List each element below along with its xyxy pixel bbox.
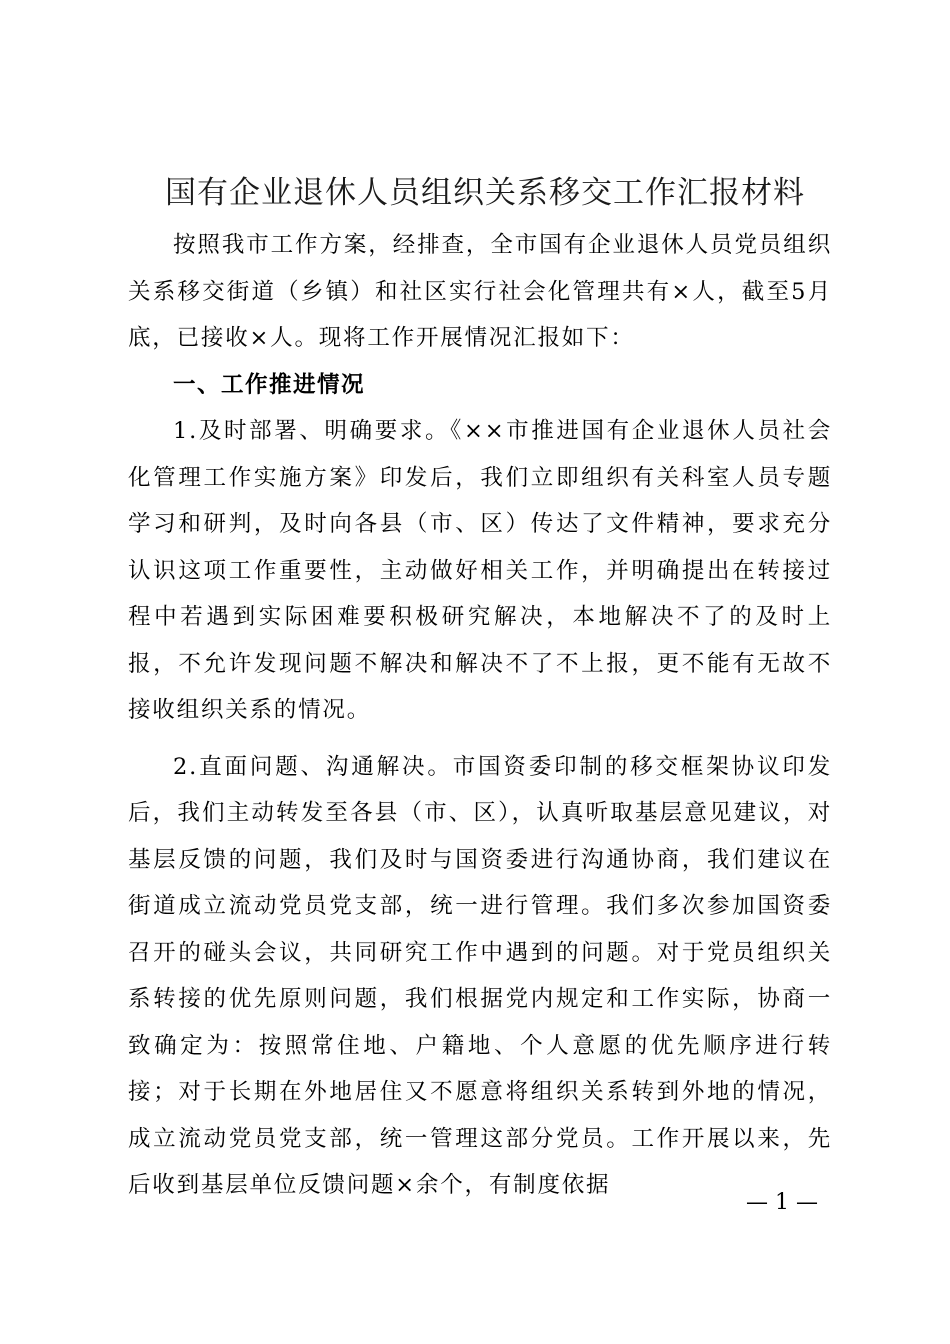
page-number: — 1 — bbox=[746, 1190, 818, 1215]
document-body bbox=[128, 222, 832, 1209]
item-2-paragraph: 2.直面问题、沟通解决。市国资委印制的移交框架协议印发后，我们主动转发至各县（市、区），认真听取基层意见建议，对基层反馈的问题，我们及时与国资委进行沟通协商，我们建议在街道成立流动党员党支部，统一进行管理。我们多次参加国资委召开的碰头会议，共同研究工作中遇到的问题。对于党员组织关系转接的优先原则问题，我们根据党内规定和工作实际，协商一致确定为：按照常住地、户籍地、个人意愿的优先顺序进行转接；对于长期在外地居住又不愿意将组织关系转到外地的情况，成立流动党员党支部，统一管理这部分党员。工作开展以来，先后收到基层单位反馈问题×余个，有制度依据 bbox=[128, 753, 832, 1198]
intro-paragraph: 按照我市工作方案，经排查，全市国有企业退休人员党员组织关系移交街道（乡镇）和社区实行社会化管理共有×人，截至5月底，已接收×人。现将工作开展情况汇报如下： bbox=[128, 232, 832, 351]
document-title: 国有企业退休人员组织关系移交工作汇报材料 bbox=[165, 175, 805, 211]
section-heading: 一、工作推进情况 bbox=[173, 371, 366, 398]
item-1-paragraph: 1.及时部署、明确要求。《××市推进国有企业退休人员社会化管理工作实施方案》印发后，我们立即组织有关科室人员专题学习和研判，及时向各县（市、区）传达了文件精神，要求充分认识这项工作重要性，主动做好相关工作，并明确提出在转接过程中若遇到实际困难要积极研究解决，本地解决不了的及时上报，不允许发现问题不解决和解决不了不上报，更不能有无故不接收组织关系的情况。 bbox=[128, 418, 832, 723]
